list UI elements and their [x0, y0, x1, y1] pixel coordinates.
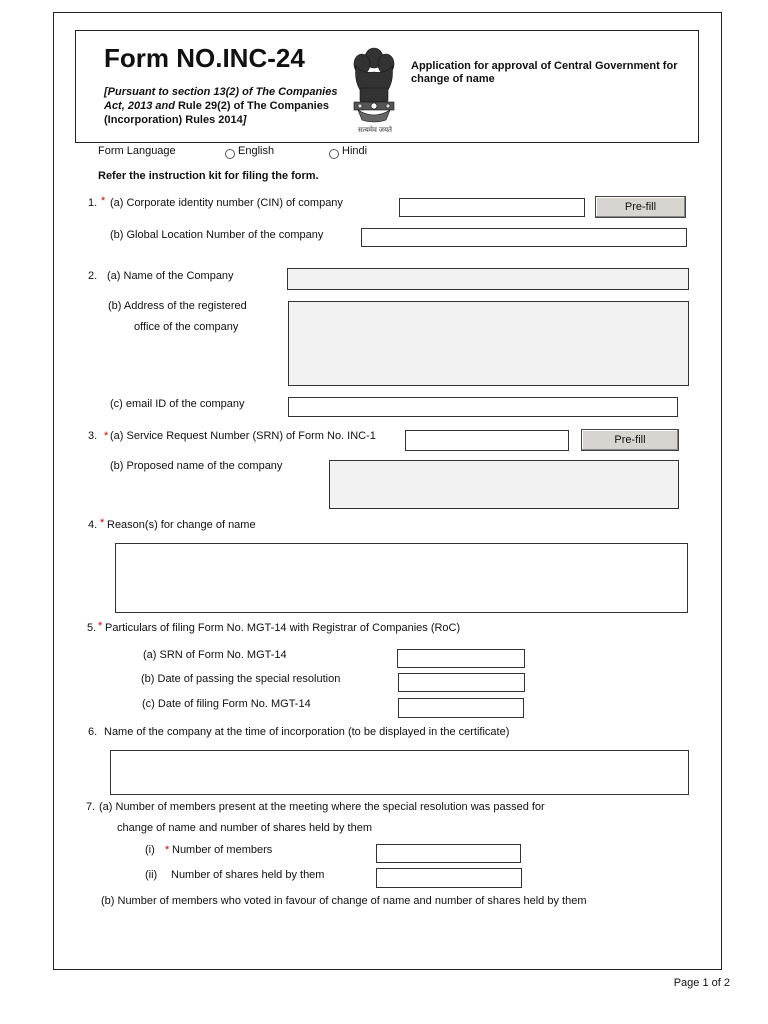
- form-title: Form NO.INC-24: [104, 43, 305, 73]
- cin-input[interactable]: [399, 198, 585, 217]
- q5-c-label: (c) Date of filing Form No. MGT-14: [142, 698, 311, 710]
- page-number: Page 1 of 2: [673, 977, 730, 989]
- q2-b-label-line2: office of the company: [134, 321, 239, 333]
- q2-b-label-line1: (b) Address of the registered: [108, 300, 247, 312]
- subtitle-line3: (Incorporation) Rules 2014: [104, 114, 243, 126]
- application-title: Application for approval of Central Government for change of name: [411, 60, 678, 85]
- resolution-date-input[interactable]: [398, 673, 525, 692]
- q1-required-star: *: [101, 195, 106, 207]
- subtitle-line2-rest: Rule 29(2) of The Companies: [174, 100, 329, 112]
- q7-a-label-line1: (a) Number of members present at the meeting where the special resolution was passed for: [99, 801, 545, 813]
- q2-number: 2.: [88, 270, 98, 282]
- q7-ii-number: (ii): [145, 869, 158, 881]
- q3-a-label: (a) Service Request Number (SRN) of Form No. INC-1: [110, 430, 376, 442]
- mgt14-filing-date-input[interactable]: [398, 698, 524, 718]
- company-name-input[interactable]: [287, 268, 689, 290]
- subtitle-line1: [Pursuant to section 13(2) of The Companies: [104, 86, 338, 98]
- q4-number: 4.: [88, 519, 98, 531]
- instruction-text: Refer the instruction kit for filing the form.: [98, 170, 319, 182]
- srn-inc1-input[interactable]: [405, 430, 569, 451]
- q7-i-label: Number of members: [172, 844, 273, 856]
- q5-required-star: *: [98, 620, 103, 632]
- q5-label: Particulars of filing Form No. MGT-14 with Registrar of Companies (RoC): [105, 622, 461, 634]
- incorporation-name-input[interactable]: [110, 750, 689, 795]
- q5-b-label: (b) Date of passing the special resolution: [141, 673, 341, 685]
- radio-english[interactable]: [225, 149, 235, 159]
- q3-number: 3.: [88, 430, 98, 442]
- form-subtitle: [104, 85, 354, 127]
- subtitle-line3-end: ]: [242, 114, 247, 126]
- q5-number: 5.: [87, 622, 97, 634]
- q3-b-label: (b) Proposed name of the company: [110, 460, 283, 472]
- q7-b-label: (b) Number of members who voted in favour of change of name and number of shares held by them: [101, 895, 587, 907]
- q2-a-label: (a) Name of the Company: [107, 270, 234, 282]
- national-emblem-icon: [346, 44, 402, 136]
- form-language-label: Form Language: [98, 145, 176, 157]
- q7-i-required-star: *: [165, 844, 170, 856]
- q7-number: 7.: [86, 801, 96, 813]
- gln-input[interactable]: [361, 228, 687, 247]
- subtitle-line2-italic: Act, 2013 and: [104, 100, 175, 112]
- reason-textarea[interactable]: [115, 543, 688, 613]
- q6-label: Name of the company at the time of incorporation (to be displayed in the certificate): [104, 726, 510, 738]
- radio-english-label: English: [238, 145, 275, 157]
- shares-held-input[interactable]: [376, 868, 522, 888]
- email-id-input[interactable]: [288, 397, 678, 417]
- q4-label: Reason(s) for change of name: [107, 519, 256, 531]
- q7-ii-label: Number of shares held by them: [171, 869, 325, 881]
- q1-b-label: (b) Global Location Number of the company: [110, 229, 324, 241]
- q4-required-star: *: [100, 517, 105, 529]
- q3-prefill-button[interactable]: Pre-fill: [581, 429, 679, 451]
- q6-number: 6.: [88, 726, 98, 738]
- srn-mgt14-input[interactable]: [397, 649, 525, 668]
- q5-a-label: (a) SRN of Form No. MGT-14: [143, 649, 287, 661]
- proposed-name-input[interactable]: [329, 460, 679, 509]
- members-count-input[interactable]: [376, 844, 521, 863]
- q1-number: 1.: [88, 197, 98, 209]
- q1-prefill-button[interactable]: Pre-fill: [595, 196, 686, 218]
- q3-required-star: *: [104, 430, 109, 442]
- q7-a-label-line2: change of name and number of shares held by them: [117, 822, 372, 834]
- radio-hindi-label: Hindi: [342, 145, 368, 157]
- q2-c-label: (c) email ID of the company: [110, 398, 245, 410]
- registered-address-textarea[interactable]: [288, 301, 689, 386]
- q7-i-number: (i): [145, 844, 155, 856]
- q1-a-label: (a) Corporate identity number (CIN) of company: [110, 197, 343, 209]
- emblem-caption: सत्यमेव जयते: [357, 127, 393, 134]
- radio-hindi[interactable]: [329, 149, 339, 159]
